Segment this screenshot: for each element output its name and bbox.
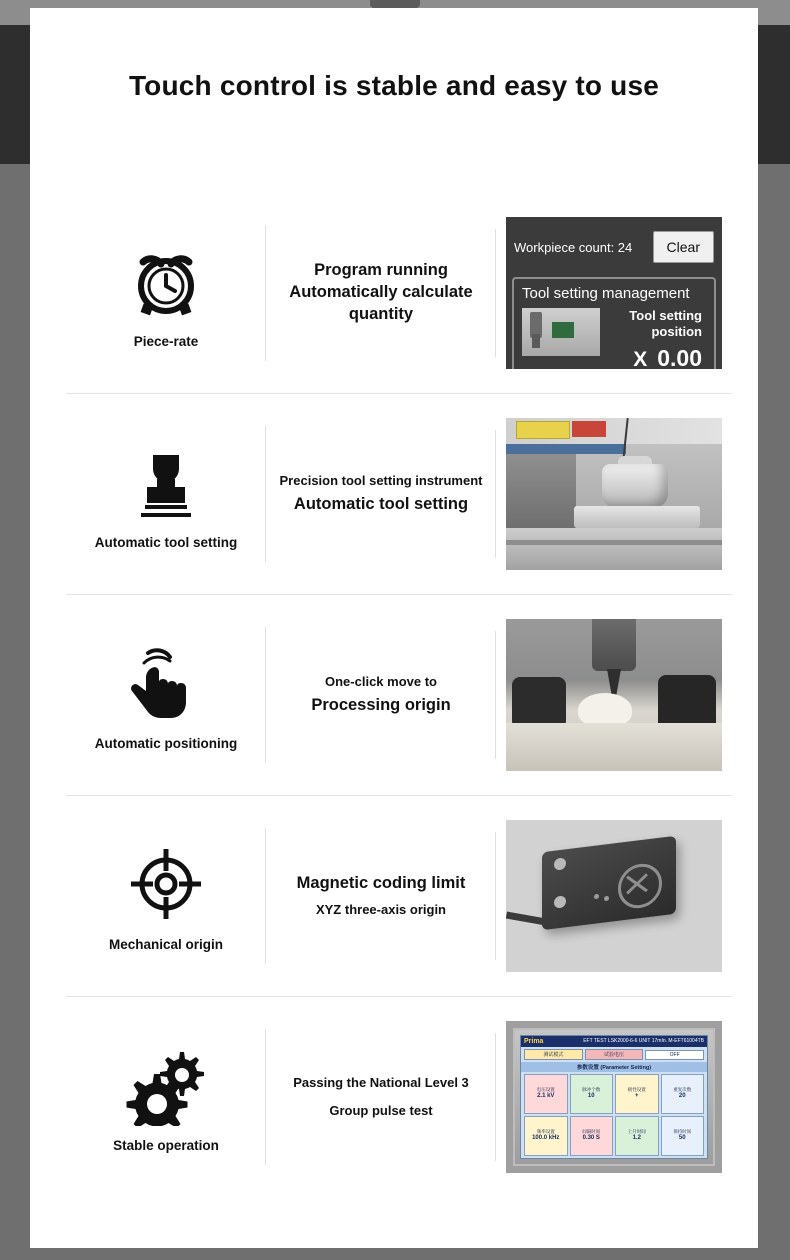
feature-text-secondary: Automatically calculate quantity [289, 283, 473, 323]
cell-divider [495, 1033, 496, 1161]
feature-icon-label: Mechanical origin [108, 936, 224, 952]
feature-text-secondary: XYZ three-axis origin [315, 901, 447, 917]
parameter-value: 20 [678, 1093, 686, 1100]
parameter-tile [615, 1074, 659, 1114]
feature-row [66, 997, 732, 1197]
parameter-value: 100.0 kHz [532, 1135, 560, 1142]
feature-text-primary: Passing the National Level 3 [293, 1074, 469, 1090]
parameter-value: 2.1 kV [537, 1093, 555, 1100]
parameter-label: 极性设置 [627, 1087, 646, 1093]
feature-text-secondary: Group pulse test [329, 1103, 433, 1118]
parameter-label: 保持时间 [673, 1129, 692, 1135]
tool-setting-panel-title: Tool setting management [522, 285, 690, 302]
status-cell: 试验电压 [585, 1049, 644, 1060]
feature-icon-label: Piece-rate [133, 333, 199, 349]
parameter-label: 重复次数 [673, 1087, 692, 1093]
tool-setting-panel [512, 277, 716, 369]
parameter-tile [524, 1116, 568, 1156]
status-cell: OFF [645, 1050, 704, 1060]
axis-label-x: X [633, 347, 648, 369]
pulse-test-instrument-photo [506, 1021, 722, 1173]
feature-media-cell [496, 796, 732, 996]
feature-icon-label: Automatic positioning [94, 735, 238, 751]
cell-divider [495, 832, 496, 960]
instrument-header [521, 1036, 707, 1047]
instrument-status-row [521, 1047, 707, 1062]
page-title: Touch control is stable and easy to use [128, 70, 660, 101]
feature-text-cell [266, 595, 496, 795]
tool-position-label-1: Tool setting [629, 308, 702, 323]
parameter-value: + [634, 1093, 639, 1100]
workpiece-count-label: Workpiece count: 24 [514, 239, 633, 255]
feature-row [66, 193, 732, 394]
crosshair-target-icon [123, 841, 209, 927]
feature-icon-label: Automatic tool setting [94, 534, 238, 550]
parameter-tile [661, 1116, 705, 1156]
feature-text-secondary: Automatic tool setting [293, 495, 469, 514]
feature-list [66, 193, 732, 1197]
feature-row [66, 595, 732, 796]
magnetic-sensor-photo [506, 820, 722, 972]
parameter-label: 间隔时间 [582, 1129, 601, 1135]
parameter-label: 电压设置 [536, 1087, 555, 1093]
cell-divider [495, 631, 496, 759]
device-notch [370, 0, 420, 8]
feature-text-primary: Precision tool setting instrument [279, 473, 483, 489]
feature-icon-cell [66, 193, 266, 393]
axis-value-x: 0.00 [657, 344, 702, 369]
clear-button[interactable]: Clear [653, 231, 714, 263]
workpiece-count-screen [506, 217, 722, 369]
parameter-value: 10 [587, 1093, 595, 1100]
parameter-label: 上升时间 [627, 1129, 646, 1135]
parameter-value: 1.2 [632, 1135, 641, 1142]
tool-setter-icon [123, 439, 209, 525]
parameter-tile [570, 1116, 614, 1156]
feature-row [66, 394, 732, 595]
feature-media-cell [496, 193, 732, 393]
feature-text-primary: One-click move to [325, 674, 437, 690]
machining-origin-photo [506, 619, 722, 771]
parameter-value: 0.30 S [582, 1135, 600, 1142]
parameter-value: 50 [678, 1135, 686, 1142]
feature-icon-cell [66, 997, 266, 1197]
parameter-tile [615, 1116, 659, 1156]
instrument-brand: Prima [524, 1038, 544, 1045]
feature-text-cell [266, 193, 496, 393]
parameter-tile [570, 1074, 614, 1114]
feature-media-cell [496, 394, 732, 594]
feature-icon-cell [66, 394, 266, 594]
parameter-tile [524, 1074, 568, 1114]
content-sheet [30, 8, 758, 1248]
feature-text-cell [266, 394, 496, 594]
cell-divider [495, 430, 496, 558]
instrument-model: EFT TEST LSK2000-6-6 UNIT 17mIn. M-EFT61004TB [583, 1038, 704, 1044]
screen-topbar [506, 217, 722, 277]
alarm-clock-icon [123, 238, 209, 324]
feature-text-cell [266, 796, 496, 996]
feature-text-primary: Program running [314, 261, 448, 280]
tool-position-label-2: position [651, 324, 702, 340]
feature-icon-label: Stable operation [113, 1137, 219, 1153]
feature-text-cell [266, 997, 496, 1197]
feature-text-secondary: Processing origin [311, 696, 451, 715]
feature-text-primary: Magnetic coding limit [296, 874, 466, 893]
instrument-section-title: 参数设置 (Parameter Setting) [521, 1062, 707, 1072]
feature-row [66, 796, 732, 997]
tool-preview-image [522, 308, 600, 356]
gears-icon [123, 1042, 209, 1128]
feature-media-cell [496, 595, 732, 795]
feature-icon-cell [66, 595, 266, 795]
instrument-parameter-grid [521, 1072, 707, 1158]
feature-icon-cell [66, 796, 266, 996]
touch-hand-icon [123, 640, 209, 726]
parameter-label: 频率设置 [536, 1129, 555, 1135]
parameter-tile [661, 1074, 705, 1114]
cell-divider [495, 229, 496, 357]
status-cell: 测试模式 [524, 1049, 583, 1060]
tool-setting-photo [506, 418, 722, 570]
feature-media-cell [496, 997, 732, 1197]
parameter-label: 脉冲个数 [582, 1087, 601, 1093]
